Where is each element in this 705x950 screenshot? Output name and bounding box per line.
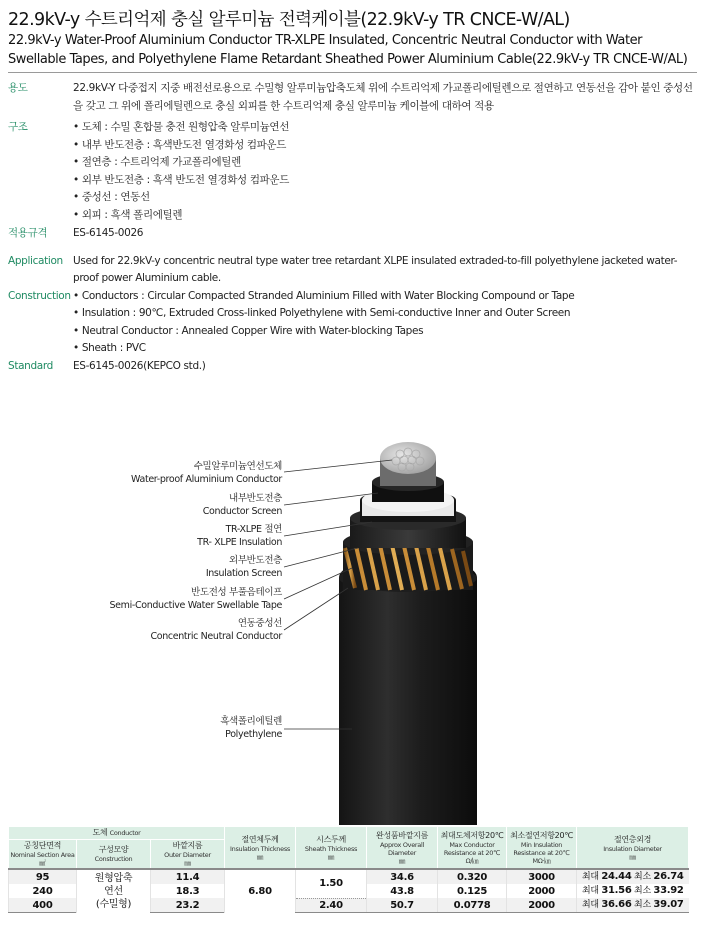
en-application-text: Used for 22.9kV-y concentric neutral type water tree retardant XLPE insulated extraded-to-fill polyethylene jacketed water-proof power Aluminium cable.: [73, 254, 678, 284]
en-standard-label: Standard: [8, 359, 53, 372]
en-standard-text: ES-6145-0026(KEPCO std.): [73, 359, 206, 372]
header-overall-diameter: 완성품바깥지름 Approx Overall Diameter ㎜: [367, 827, 438, 870]
callout-neutral: [150, 617, 282, 643]
callout-kr: 흑색폴리에틸렌: [220, 716, 282, 727]
cell-overall: 43.8: [367, 884, 438, 898]
cable-diagram: [0, 430, 705, 825]
cell-construction: 원형압축 연선 (수밀형): [77, 869, 151, 913]
header-insulation-diameter: 절연층외경 Insulation Diameter ㎜: [577, 827, 689, 870]
callout-kr: 연동중성선: [237, 618, 282, 629]
cell-minins: 2000: [507, 884, 577, 898]
kr-standard-label: 적용규격: [8, 227, 48, 239]
kr-standard-text: ES-6145-0026: [73, 227, 144, 239]
kr-structure-item: • 외부 반도전층 : 흑색 반도전 열경화성 컴파운드: [73, 173, 290, 186]
kr-structure-item: • 중성선 : 연동선: [73, 191, 150, 203]
table-row: [9, 869, 689, 884]
cell-overall: 50.7: [367, 898, 438, 913]
callout-en: Polyethylene: [225, 729, 282, 740]
kr-structure-label: 구조: [8, 121, 28, 133]
header-section: 공칭단면적 Nominal Section Area ㎟: [10, 841, 75, 867]
cell-overall: 34.6: [367, 869, 438, 884]
callout-kr: TR-XLPE 절연: [225, 524, 282, 535]
cell-ins-diameter: 최대 31.56 최소 33.92: [577, 884, 689, 898]
cell-maxres: 0.125: [438, 884, 507, 898]
header-sheath-thickness: 시스두께 Sheath Thickness ㎜: [296, 827, 367, 870]
callout-en: Conductor Screen: [202, 506, 282, 517]
cell-outer: 18.3: [151, 884, 225, 898]
callout-labels: [0, 430, 705, 825]
header-conductor-group: 도체 Conductor: [9, 827, 225, 840]
kr-standard-row: [8, 225, 698, 243]
en-standard-row: [8, 358, 698, 376]
header-max-resistance: 최대도체저항20℃ Max Conductor Resistance at 20℃ Ω/㎞: [438, 827, 507, 870]
cell-section: 400: [9, 898, 77, 913]
kr-usage-label: 용도: [8, 82, 28, 94]
kr-usage-text: 22.9kV-Y 다중접지 지중 배전선로용으로 수밀형 알루미늄압축도체 위에 수트리억제 가교폴리에틸렌으로 절연하고 연동선을 감아 붙인 중성선을 갖고 그 위에 폴리에틸렌으로 충실 외피를 한 수트리억제 충실 알루미늄 케이블에 대하여 적용: [73, 82, 693, 112]
cell-ins-diameter: 최대 24.44 최소 26.74: [577, 869, 689, 884]
en-construction-item: • Insulation : 90℃, Extruded Cross-linked Polyethylene with Semi-conductive Inner and Outer Screen: [73, 307, 571, 319]
callout-swellable-tape: [110, 586, 283, 612]
page-title-korean: 22.9kV-y 수트리억제 충실 알루미늄 전력케이블(22.9kV-y TR CNCE-W/AL): [8, 10, 570, 30]
callout-conductor: [131, 460, 282, 486]
callout-en: Semi-Conductive Water Swellable Tape: [109, 600, 282, 611]
cell-insulation-thickness: 6.80: [225, 869, 296, 913]
kr-structure-row: [8, 119, 698, 224]
cell-maxres: 0.0778: [438, 898, 507, 913]
callout-en: Water-proof Aluminium Conductor: [131, 474, 282, 485]
cell-ins-diameter: 최대 36.66 최소 39.07: [577, 898, 689, 913]
spec-table: [8, 826, 689, 913]
cell-section: 240: [9, 884, 77, 898]
kr-structure-item: • 도체 : 수밀 혼합물 충전 원형압축 알루미늄연선: [73, 121, 290, 133]
callout-kr: 외부반도전층: [229, 555, 282, 566]
kr-structure-item: • 외피 : 흑색 폴리에틸렌: [73, 208, 183, 221]
header-insulation-thickness: 절연체두께 Insulation Thickness ㎜: [225, 827, 296, 870]
header-min-insulation: 최소절연저항20℃ Min Insulation Resistance at 20℃ MΩ·㎞: [507, 827, 577, 870]
cell-sheath: 2.40: [296, 898, 367, 913]
page-title-english: 22.9kV-y Water-Proof Aluminium Conductor TR-XLPE Insulated, Concentric Neutral Conductor with Water Swellable Tapes, and Polyethylene Flame Retardant Sheathed Power Aluminium Cable(22.9kV-y TR CNCE-W/AL): [8, 33, 688, 67]
cell-minins: 3000: [507, 869, 577, 884]
callout-kr: 반도전성 부풀음테이프: [191, 587, 282, 598]
en-construction-item: • Neutral Conductor : Annealed Copper Wire with Water-blocking Tapes: [73, 324, 424, 337]
callout-conductor-screen: [203, 492, 282, 518]
kr-usage-row: [8, 80, 698, 115]
en-application-label: Application: [8, 254, 63, 267]
cell-maxres: 0.320: [438, 869, 507, 884]
en-application-row: [8, 253, 698, 288]
en-construction-row: [8, 288, 698, 358]
callout-kr: 수밀알루미늄연선도체: [193, 461, 282, 472]
header-construction: 구성모양 Construction: [77, 840, 151, 870]
callout-en: Concentric Neutral Conductor: [150, 631, 282, 642]
cell-outer: 11.4: [151, 869, 225, 884]
callout-sheath: [220, 715, 282, 741]
cell-minins: 2000: [507, 898, 577, 913]
en-construction-label: Construction: [8, 289, 71, 302]
callout-insulation-screen: [206, 554, 282, 580]
kr-structure-item: • 내부 반도전층 : 흑색반도전 열경화성 컴파운드: [73, 138, 287, 151]
cell-sheath: 1.50: [296, 869, 367, 898]
callout-en: Insulation Screen: [205, 568, 282, 579]
en-construction-item: • Sheath : PVC: [73, 342, 146, 354]
spec-section: [8, 80, 698, 375]
callout-insulation: [197, 523, 282, 549]
header-outer-diameter: 바깥지름 Outer Diameter ㎜: [151, 840, 225, 870]
cell-section: 95: [9, 869, 77, 884]
callout-en: TR- XLPE Insulation: [197, 537, 282, 548]
callout-kr: 내부반도전층: [229, 493, 282, 504]
en-construction-item: • Conductors : Circular Compacted Stranded Aluminium Filled with Water Blocking Compound or Tape: [73, 289, 575, 302]
title-divider: [8, 72, 697, 73]
cell-outer: 23.2: [151, 898, 225, 913]
kr-structure-item: • 절연층 : 수트리억제 가교폴리에틸렌: [73, 156, 241, 168]
